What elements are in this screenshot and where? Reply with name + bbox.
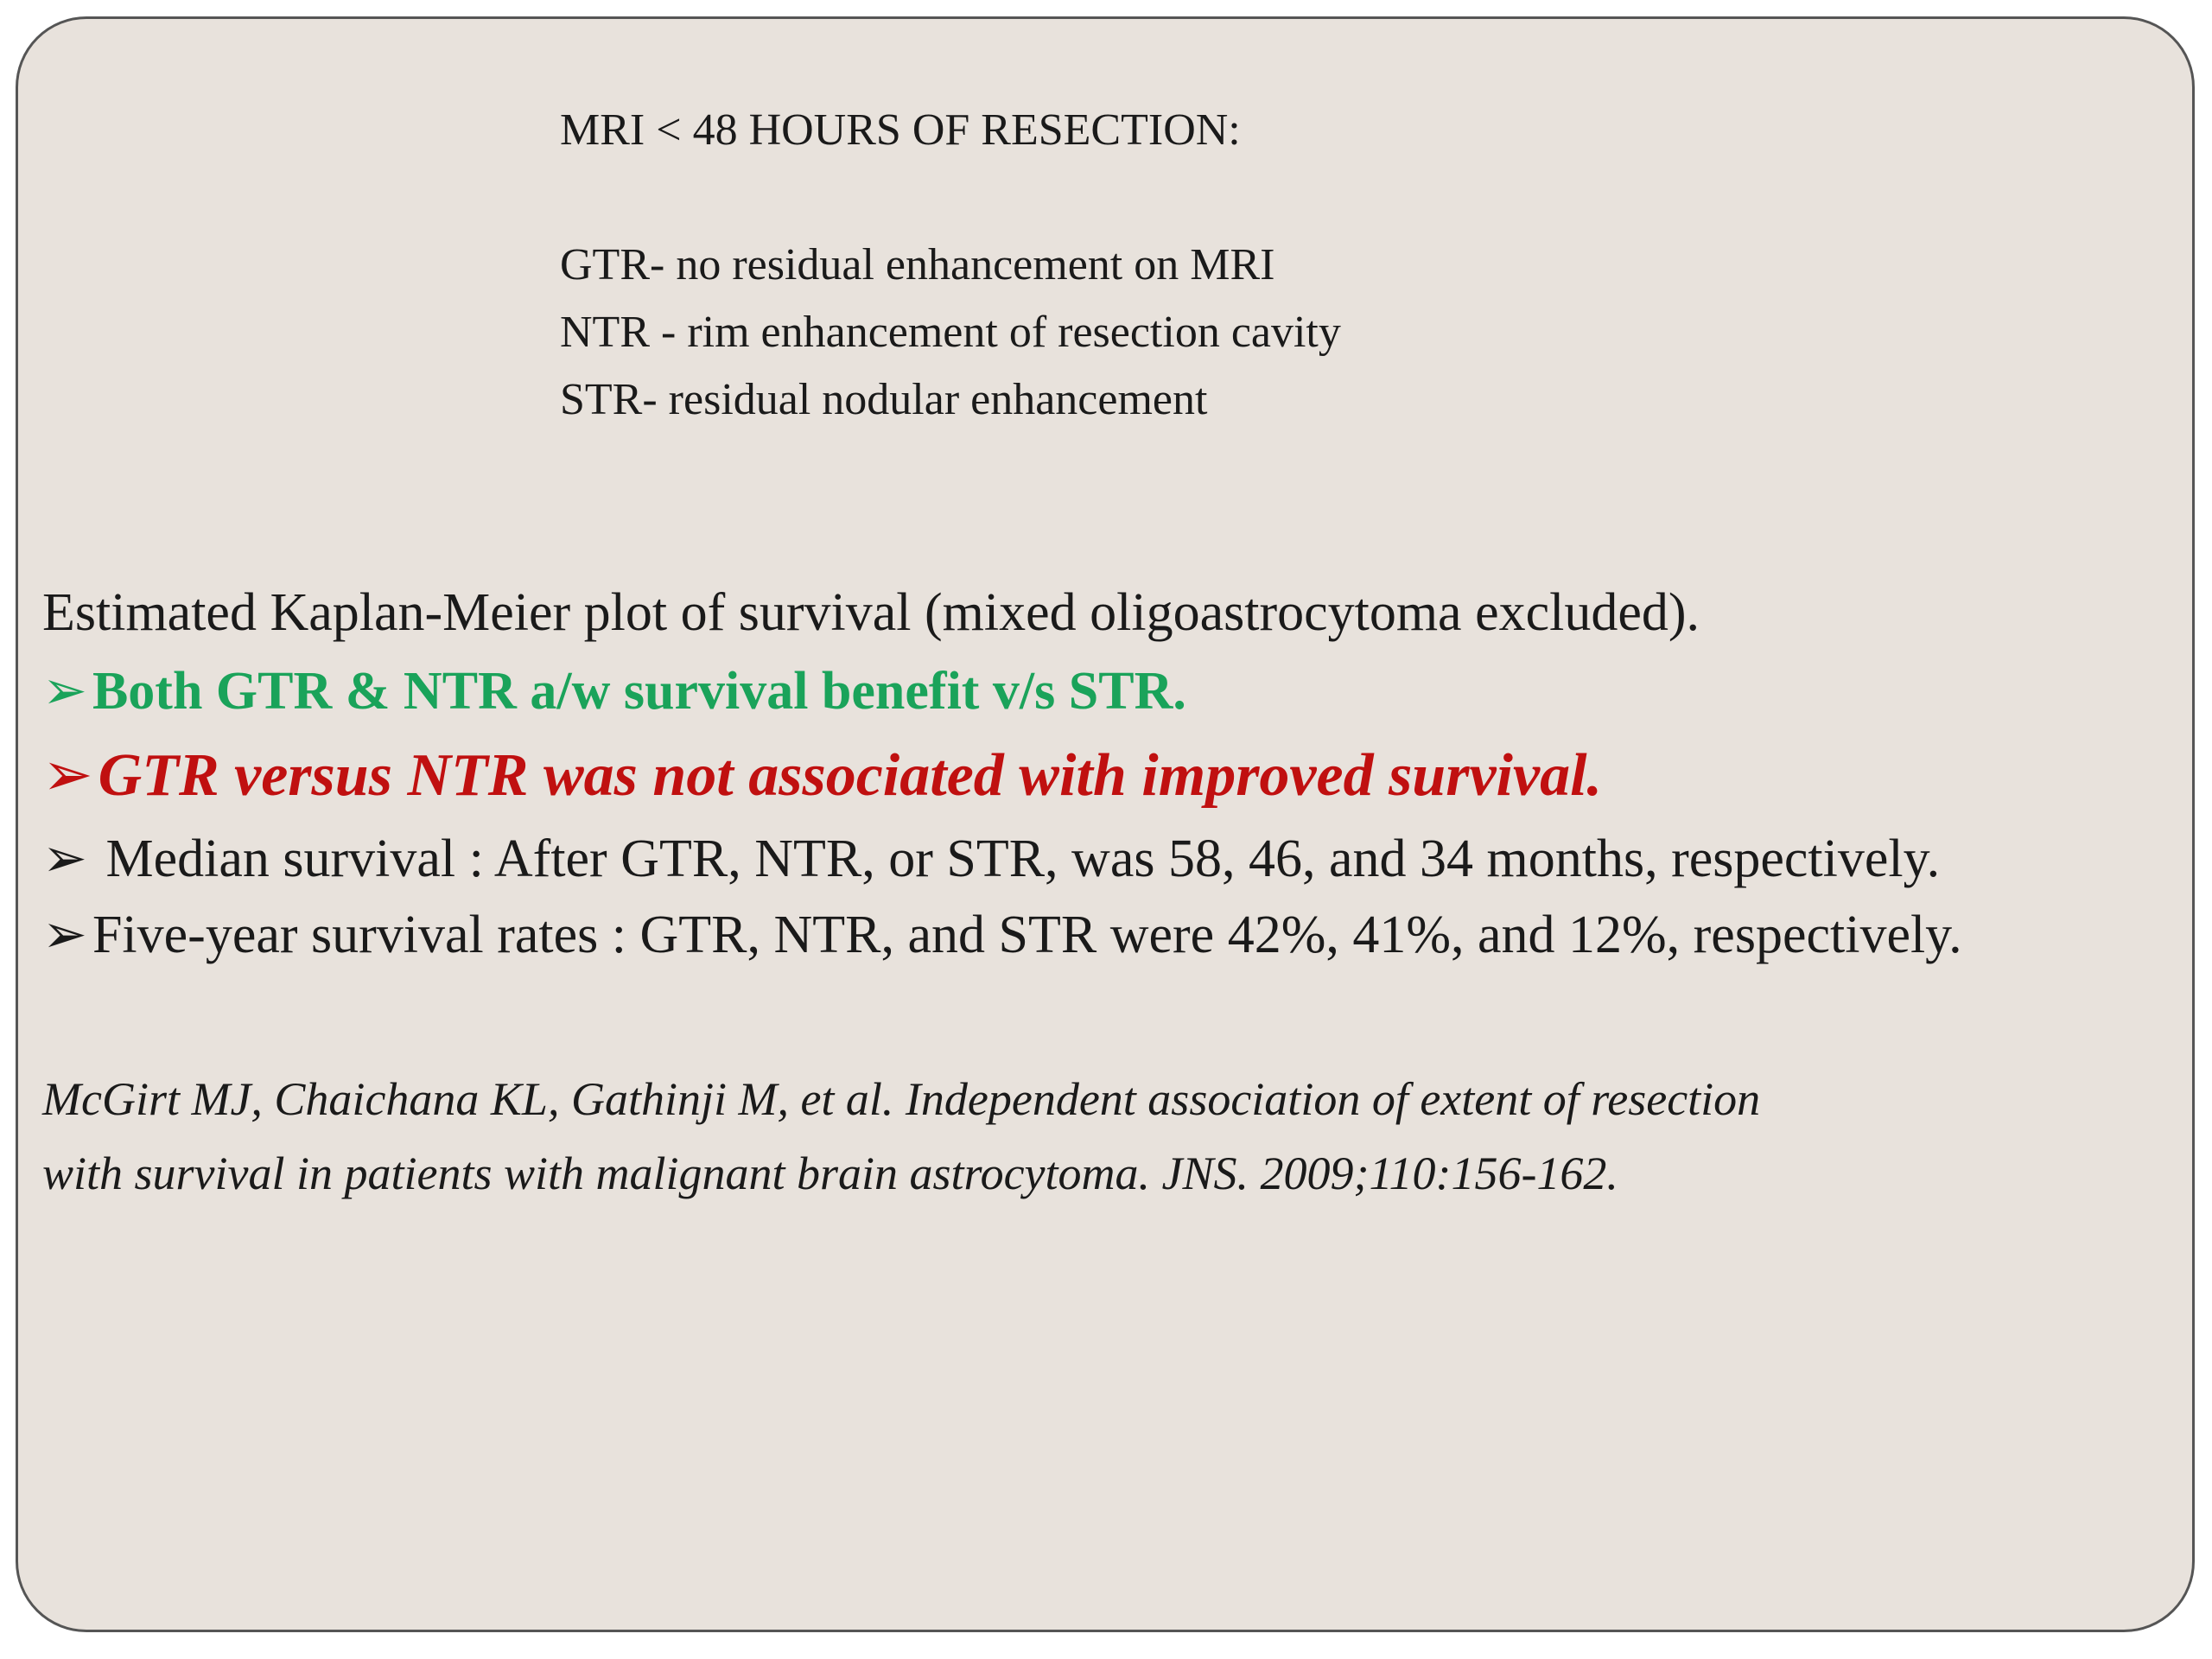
arrow-bullet-icon: ➢ [42,906,87,964]
bullet-five-year-survival [42,897,1962,973]
bullet-no-improved-survival [42,731,1962,821]
bullet-survival-benefit [42,652,1962,731]
mri-heading: MRI < 48 HOURS OF RESECTION: [560,105,1241,155]
mri-criteria-block [560,97,1341,434]
bullet-text: Median survival : After GTR, NTR, or STR, was 58, 46, and 34 months, respectively. [92,830,1941,888]
citation-line-2: with survival in patients with malignant brain astrocytoma. JNS. 2009;110:156-162. [42,1147,1618,1199]
arrow-bullet-icon: ➢ [42,830,87,888]
slide-frame [16,16,2195,1632]
citation-line-1: McGirt MJ, Chaichana KL, Gathinji M, et al. Independent association of extent of resection [42,1073,1761,1125]
bullet-text: GTR versus NTR was not associated with improved survival. [98,742,1603,809]
kaplan-meier-summary [42,574,1962,973]
spacer [560,164,1341,232]
mri-item-ntr: NTR - rim enhancement of resection cavity [560,308,1341,357]
mri-item-str: STR- residual nodular enhancement [560,375,1208,424]
bullet-text: Five-year survival rates : GTR, NTR, and STR were 42%, 41%, and 12%, respectively. [92,906,1962,964]
bullet-median-survival [42,821,1962,897]
bullet-text: Both GTR & NTR a/w survival benefit v/s STR. [92,662,1186,721]
arrow-bullet-icon: ➢ [42,742,93,809]
arrow-bullet-icon: ➢ [42,662,87,721]
mri-item-gtr: GTR- no residual enhancement on MRI [560,240,1275,289]
km-title: Estimated Kaplan-Meier plot of survival (mixed oligoastrocytoma excluded). [42,583,1700,642]
citation [42,1062,1760,1211]
